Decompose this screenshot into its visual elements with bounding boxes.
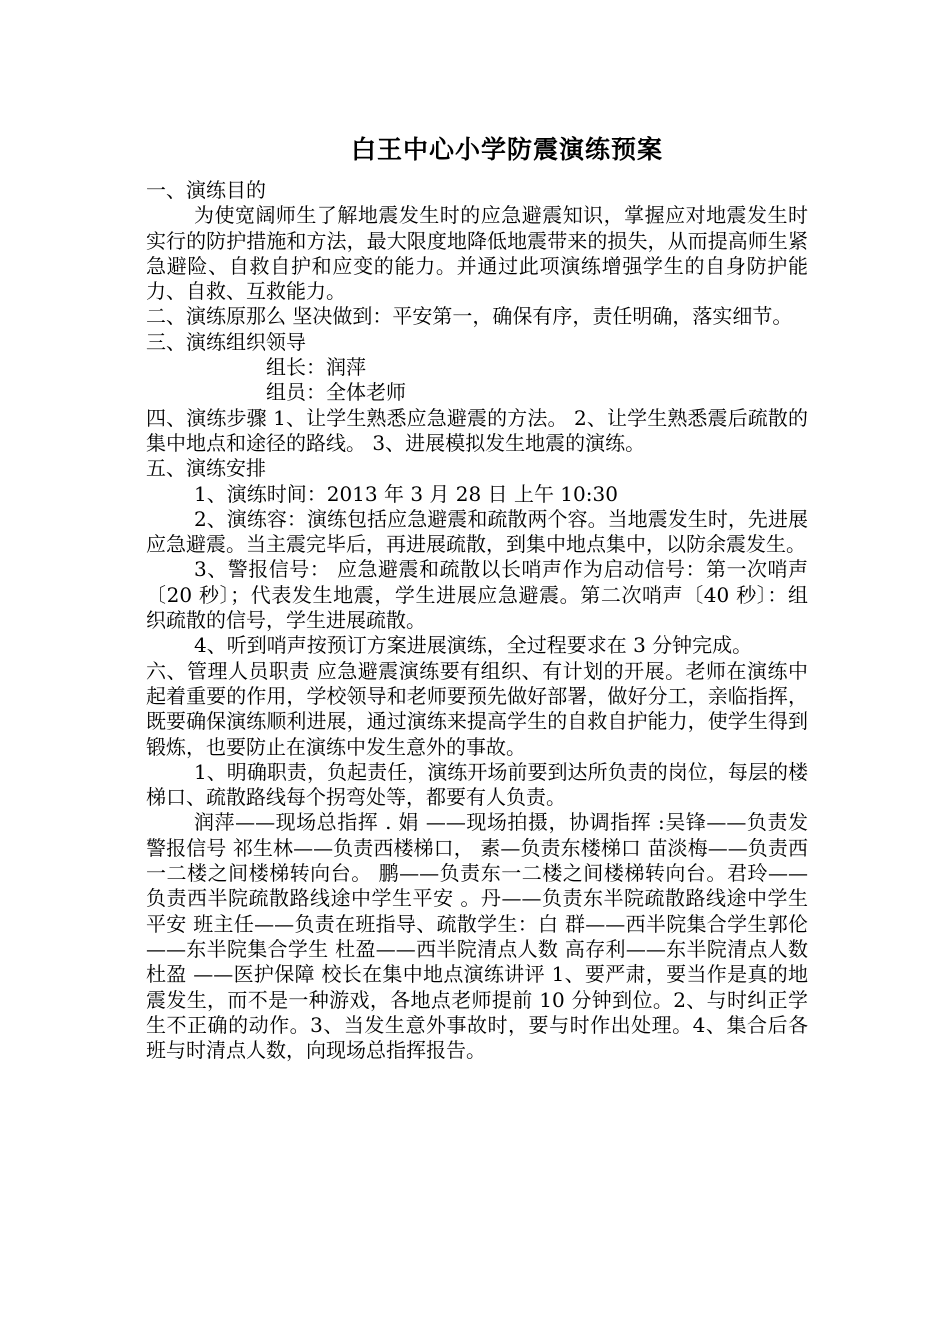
purpose-paragraph: 为使宽阔师生了解地震发生时的应急避震知识，掌握应对地震发生时实行的防护措施和方法，最大限度地降低地震带来的损失，从而提高师生紧急避险、自救自护和应变的能力。并通过此项演练增强学生的自身防护能力、自救、互救能力。 <box>146 203 808 304</box>
section-heading-arrangement: 五、演练安排 <box>146 456 266 481</box>
section-heading-purpose: 一、演练目的 <box>146 178 266 202</box>
section-heading-principle: 二、演练原那么 坚决做到：平安第一，确保有序，责任明确，落实细节。 <box>146 304 793 329</box>
duties-paragraph-2: 润萍——现场总指挥 . 娟 ——现场拍摄，协调指挥 :吴锋——负责发警报信号 祁生林——负责西楼梯口， 素—负责东楼梯口 苗淡梅——负责西一二楼之间楼梯转向台。 鹏——负责东一二楼之间楼梯转向台。君玲——负责西半院疏散路线途中学生平安 。丹——负责东半院疏散路线途中学生平安 班主任——负责在班指导、疏散学生：白 群——西半院集合学生郭伦——东半院集合学生 杜盈——西半院清点人数 高存利——东半院清点人数 杜盈 ——医护保障 校长在集中地点演练讲评 1、要严肃，要当作是真的地震发生，而不是一种游戏，各地点老师提前 10 分钟到位。2、与时纠正学生不正确的动作。3、当发生意外事故时，要与时作出处理。4、集合后各班与时清点人数，向现场总指挥报告。 <box>146 810 808 1063</box>
arrangement-alarm-signal: 3、警报信号： 应急避震和疏散以长哨声作为启动信号：第一次哨声〔20 秒〕；代表发生地震，学生进展应急避震。第二次哨声〔40 秒〕：组织疏散的信号，学生进展疏散。 <box>146 557 808 633</box>
section-heading-duties: 六、管理人员职责 应急避震演练要有组织、有计划的开展。老师在演练中起着重要的作用，学校领导和老师要预先做好部署，做好分工，亲临指挥，既要确保演练顺利进展，通过演练来提高学生的自救自护能力，使学生得到锻炼，也要防止在演练中发生意外的事故。 <box>146 658 808 759</box>
duties-paragraph-1: 1、明确职责，负起责任，演练开场前要到达所负责的岗位，每层的楼梯口、疏散路线每个拐弯处等，都要有人负责。 <box>146 759 808 810</box>
group-members-line: 组员：全体老师 <box>266 380 406 405</box>
group-leader-line: 组长：润萍 <box>266 355 366 380</box>
section-heading-organization: 三、演练组织领导 <box>146 329 306 354</box>
arrangement-procedure: 4、听到哨声按预订方案进展演练，全过程要求在 3 分钟完成。 <box>194 633 753 658</box>
arrangement-content: 2、演练容：演练包括应急避震和疏散两个容。当地震发生时，先进展应急避震。当主震完毕后，再进展疏散，到集中地点集中，以防余震发生。 <box>146 506 808 557</box>
section-heading-steps: 四、演练步骤 1、让学生熟悉应急避震的方法。 2、让学生熟悉震后疏散的集中地点和途径的路线。 3、进展模拟发生地震的演练。 <box>146 405 808 455</box>
document-title: 白王中心小学防震演练预案 <box>350 135 663 164</box>
arrangement-time: 1、演练时间：2013 年 3 月 28 日 上午 10:30 <box>194 481 618 506</box>
document-page <box>146 128 808 1063</box>
